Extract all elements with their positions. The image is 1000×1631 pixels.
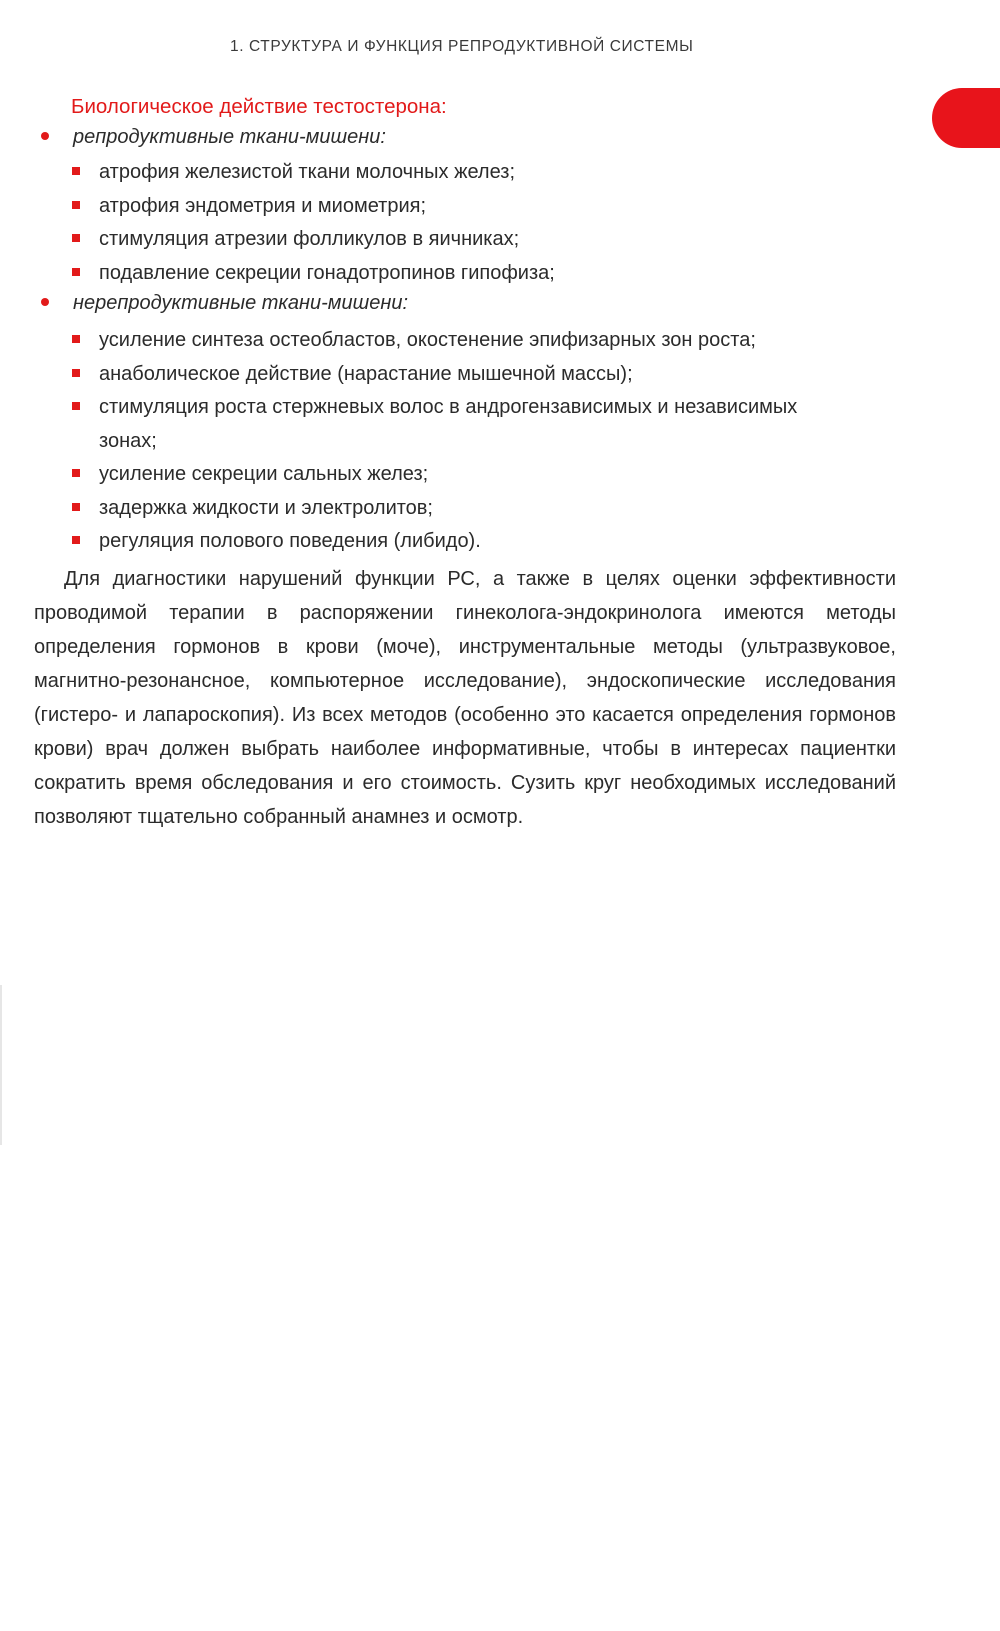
list-item-text: усиление секреции сальных желез; [99, 463, 429, 485]
list-item [72, 357, 633, 391]
square-bullet-icon [72, 234, 80, 242]
list-item [72, 390, 797, 458]
list-item [72, 323, 756, 357]
list-item [72, 256, 555, 290]
body-paragraph: Для диагностики нарушений функции РС, а также в целях оценки эффективности проводимой терапии в распоряжении гинеколога-эндокринолога имеются методы определения гормонов в крови (моче), инструментальные методы (ультразвуковое, магнитно-резонансное, компьютерное исследование), эндоскопические исследования (гистеро- и лапароскопия). Из всех методов (особенно это касается определения гормонов крови) врач должен выбрать наиболее информативные, чтобы в интересах пациентки сократить время обследования и его стоимость. Сузить круг необходимых исследований позволяют тщательно собранный анамнез и осмотр. [34, 568, 896, 828]
bullet-group-label: репродуктивные ткани-мишени: [73, 126, 386, 148]
page-edge-shadow [0, 985, 2, 1145]
list-item [72, 222, 519, 256]
list-item-text: задержка жидкости и электролитов; [99, 497, 433, 519]
square-bullet-icon [72, 335, 80, 343]
list-item-text: анаболическое действие (нарастание мышечной массы); [99, 363, 633, 385]
square-bullet-icon [72, 503, 80, 511]
square-bullet-icon [72, 167, 80, 175]
list-item-continuation: зонах; [99, 430, 157, 452]
square-bullet-icon [72, 201, 80, 209]
bullet-group-nonreproductive [41, 292, 408, 315]
square-bullet-icon [72, 369, 80, 377]
list-item-text: стимуляция роста стержневых волос в андрогензависимых и независимых [99, 396, 798, 418]
list-item-text: подавление секреции гонадотропинов гипофиза; [99, 262, 555, 284]
running-head: 1. СТРУКТУРА И ФУНКЦИЯ РЕПРОДУКТИВНОЙ СИСТЕМЫ [230, 38, 694, 55]
section-title: Биологическое действие тестостерона: [71, 95, 447, 118]
list-item-text: атрофия железистой ткани молочных желез; [99, 161, 515, 183]
list-item-text: стимуляция атрезии фолликулов в яичниках; [99, 228, 520, 250]
list-item-text: регуляция полового поведения (либидо). [99, 530, 481, 552]
list-item [72, 155, 515, 189]
list-item [72, 457, 428, 491]
square-bullet-icon [72, 402, 80, 410]
list-item [72, 524, 481, 558]
square-bullet-icon [72, 268, 80, 276]
square-bullet-icon [72, 469, 80, 477]
bullet-dot-icon [41, 298, 49, 306]
list-item [72, 491, 433, 525]
bullet-group-reproductive [41, 126, 386, 149]
square-bullet-icon [72, 536, 80, 544]
list-item [72, 189, 426, 223]
list-item-text: усиление синтеза остеобластов, окостенение эпифизарных зон роста; [99, 329, 756, 351]
bullet-group-label: нерепродуктивные ткани-мишени: [73, 292, 409, 314]
list-item-text: атрофия эндометрия и миометрия; [99, 195, 427, 217]
bullet-dot-icon [41, 132, 49, 140]
chapter-tab-marker [932, 88, 1000, 148]
